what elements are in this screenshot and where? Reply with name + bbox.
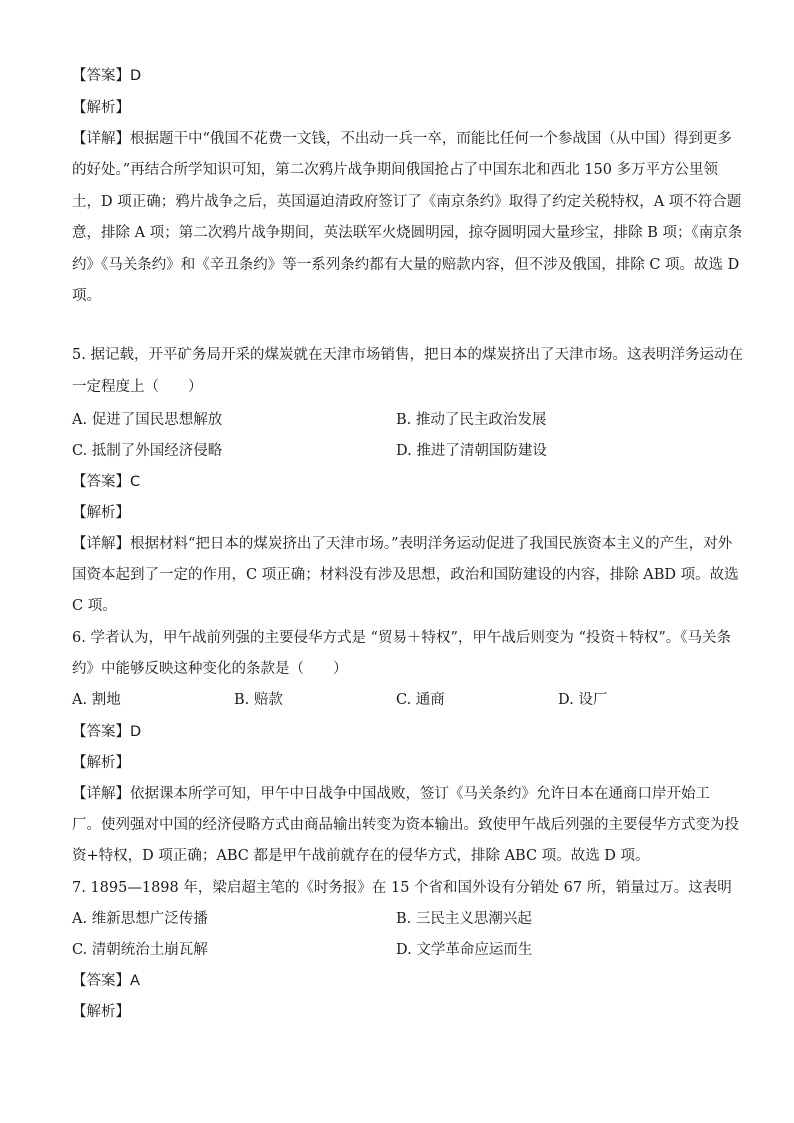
q6-option-a: A. 割地: [72, 692, 121, 708]
q5-analysis-label: 【解析】: [72, 505, 130, 521]
q7-analysis-label: 【解析】: [72, 1004, 130, 1020]
q4-detail-line: 土，D 项正确；鸦片战争之后，英国逼迫清政府签订了《南京条约》取得了约定关税特权，A 项不符合题: [72, 194, 742, 210]
q6-detail-line: 【详解】依据课本所学可知，甲午中日战争中国战败，签订《马关条约》允许日本在通商口岸开始工: [72, 786, 710, 802]
q6-stem-line: 约》中能够反映这种变化的条款是（ ）: [72, 661, 348, 677]
q4-detail-line: 约》《马关条约》和《辛丑条约》等一系列条约都有大量的赔款内容，但不涉及俄国，排除 C 项。故选 D: [72, 257, 740, 273]
q5-answer: 【答案】C: [72, 474, 141, 490]
q5-option-c: C. 抵制了外国经济侵略: [72, 443, 223, 459]
q6-answer: 【答案】D: [72, 724, 142, 740]
q4-detail-line: 项。: [72, 288, 101, 304]
q4-analysis-label: 【解析】: [72, 100, 130, 116]
q5-detail-line: 【详解】根据材料“把日本的煤炭挤出了天津市场。”表明洋务运动促进了我国民族资本主义的产生，对外: [72, 536, 733, 552]
q4-detail-line: 的好处。”再结合所学知识可知，第二次鸦片战争期间俄国抢占了中国东北和西北 150 多万平方公里领: [72, 162, 719, 178]
q6-stem-line: 6. 学者认为，甲午战前列强的主要侵华方式是 “贸易＋特权”，甲午战后则变为 “投资＋特权”。《马关条: [72, 630, 732, 646]
q5-detail-line: C 项。: [72, 598, 117, 614]
q4-answer: 【答案】D: [72, 68, 142, 84]
q7-stem-line: 7. 1895—1898 年，梁启超主笔的《时务报》在 15 个省和国外设有分销处 67 所，销量过万。这表明: [72, 880, 732, 896]
q7-option-b: B. 三民主义思潮兴起: [396, 911, 532, 927]
q7-option-a: A. 维新思想广泛传播: [72, 911, 208, 927]
q6-option-c: C. 通商: [396, 692, 445, 708]
q5-stem-line: 一定程度上（ ）: [72, 379, 203, 395]
q7-option-c: C. 清朝统治土崩瓦解: [72, 942, 208, 958]
q5-option-a: A. 促进了国民思想解放: [72, 412, 223, 428]
q4-detail-line: 【详解】根据题干中“俄国不花费一文钱，不出动一兵一卒，而能比任何一个参战国（从中国）得到更多: [72, 131, 732, 147]
q4-detail-line: 意，排除 A 项；第二次鸦片战争期间，英法联军火烧圆明园，掠夺圆明园大量珍宝，排除 B 项；《南京条: [72, 225, 743, 241]
q6-option-b: B. 赔款: [234, 692, 283, 708]
q5-detail-line: 国资本起到了一定的作用，C 项正确；材料没有涉及思想，政治和国防建设的内容，排除 ABD 项。故选: [72, 567, 739, 583]
q5-stem-line: 5. 据记载，开平矿务局开采的煤炭就在天津市场销售，把日本的煤炭挤出了天津市场。这表明洋务运动在: [72, 347, 743, 363]
q6-option-d: D. 设厂: [558, 692, 608, 708]
q6-detail-line: 资+特权，D 项正确；ABC 都是甲午战前就存在的侵华方式，排除 ABC 项。故选 D 项。: [72, 848, 650, 864]
q6-detail-line: 厂。使列强对中国的经济侵略方式由商品输出转变为资本输出。致使甲午战后列强的主要侵华方式变为投: [72, 817, 739, 833]
q5-option-d: D. 推进了清朝国防建设: [396, 443, 547, 459]
q7-option-d: D. 文学革命应运而生: [396, 942, 533, 958]
q5-option-b: B. 推动了民主政治发展: [396, 412, 547, 428]
q6-analysis-label: 【解析】: [72, 755, 130, 771]
q7-answer: 【答案】A: [72, 973, 140, 989]
